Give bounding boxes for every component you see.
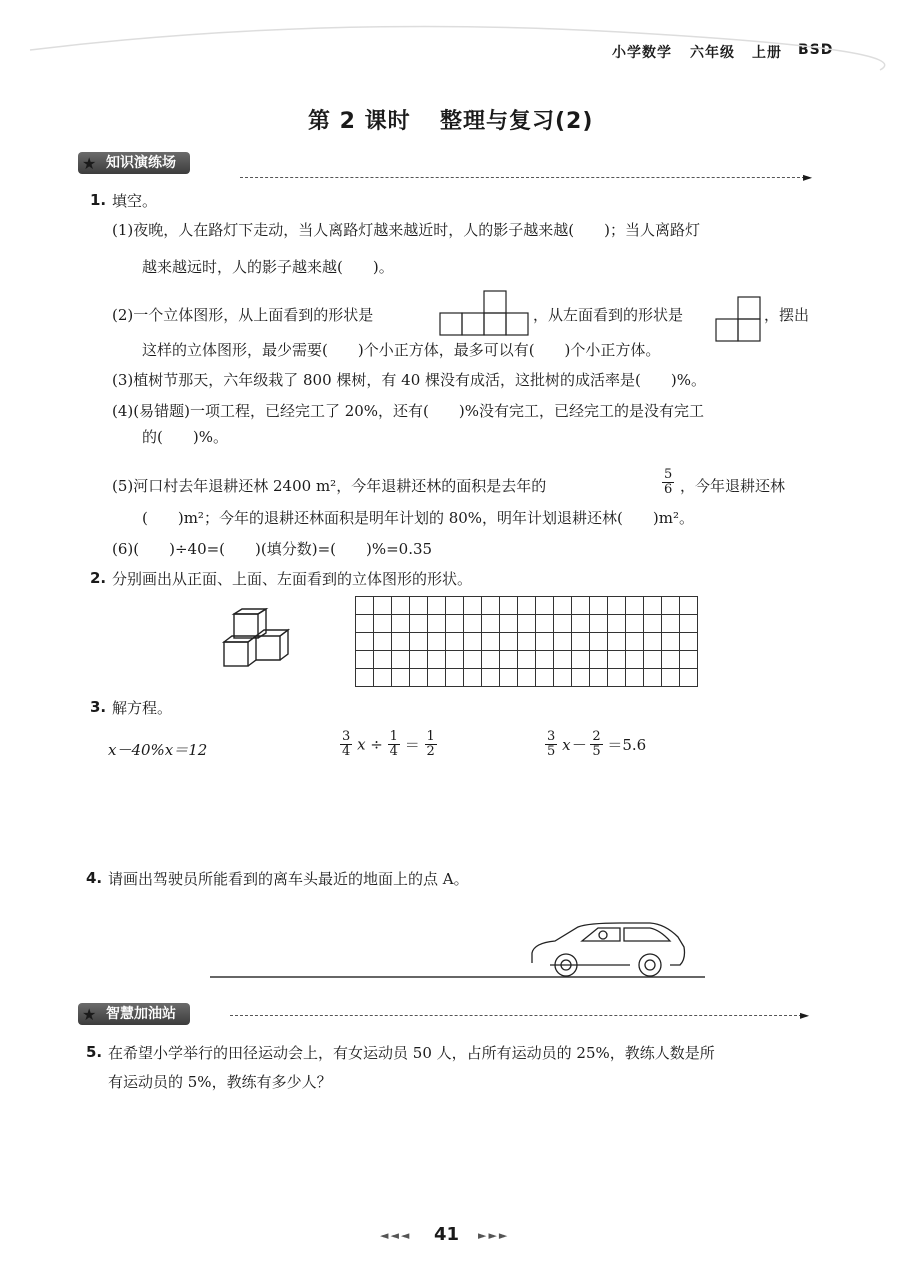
grid-cell[interactable] — [356, 651, 374, 669]
grid-cell[interactable] — [392, 651, 410, 669]
grid-cell[interactable] — [392, 615, 410, 633]
q1-part4-line2: 的( )%。 — [142, 428, 228, 446]
grid-cell[interactable] — [554, 597, 572, 615]
q1-part5-line2: ( )m²；今年的退耕还林面积是明年计划的 80%，明年计划退耕还林( )m²。 — [142, 509, 694, 527]
grid-cell[interactable] — [500, 597, 518, 615]
section-divider — [240, 177, 805, 178]
section-boost-label: 智慧加油站 — [78, 1003, 190, 1025]
eq2-b-num: 1 — [389, 729, 398, 744]
grid-cell[interactable] — [410, 651, 428, 669]
q5-number: 5. — [86, 1043, 103, 1061]
next-arrows-icon: ►►► — [478, 1229, 510, 1242]
grid-cell[interactable] — [410, 597, 428, 615]
page-number: 41 — [434, 1224, 460, 1245]
grid-cell[interactable] — [482, 669, 500, 687]
grid-cell[interactable] — [482, 651, 500, 669]
fraction-numerator: 5 — [664, 467, 673, 482]
grid-cell[interactable] — [680, 651, 698, 669]
grid-cell[interactable] — [482, 633, 500, 651]
q5-line1: 在希望小学举行的田径运动会上，有女运动员 50 人，占所有运动员的 25%，教练人数是所 — [108, 1044, 715, 1062]
grid-cell[interactable] — [572, 633, 590, 651]
runner-icon: ★ — [82, 154, 97, 173]
grid-cell[interactable] — [644, 633, 662, 651]
grid-cell[interactable] — [518, 615, 536, 633]
grid-cell[interactable] — [590, 669, 608, 687]
grid-cell[interactable] — [374, 633, 392, 651]
grid-cell[interactable] — [608, 633, 626, 651]
grid-cell[interactable] — [482, 597, 500, 615]
equation-3 — [545, 730, 646, 759]
grid-cell[interactable] — [518, 669, 536, 687]
grid-cell[interactable] — [644, 651, 662, 669]
arrow-right-icon: ► — [803, 170, 813, 184]
grid-cell[interactable] — [680, 669, 698, 687]
car-icon — [532, 923, 685, 976]
header-volume: 上册 — [752, 45, 782, 61]
grid-cell[interactable] — [590, 615, 608, 633]
grid-cell[interactable] — [572, 597, 590, 615]
grid-cell[interactable] — [518, 651, 536, 669]
q3-number: 3. — [90, 698, 107, 716]
grid-cell[interactable] — [590, 651, 608, 669]
grid-cell[interactable] — [554, 633, 572, 651]
grid-cell[interactable] — [464, 615, 482, 633]
eq2-c-num: 1 — [426, 729, 435, 744]
top-view-shape — [439, 290, 531, 336]
section-boost — [78, 1003, 190, 1025]
grid-cell[interactable] — [356, 615, 374, 633]
grid-cell[interactable] — [374, 651, 392, 669]
grid-cell[interactable] — [500, 669, 518, 687]
grid-cell[interactable] — [680, 615, 698, 633]
q1-part3: (3)植树节那天，六年级栽了 800 棵树，有 40 棵没有成活，这批树的成活率是( )%。 — [112, 371, 706, 389]
header-subject: 小学数学 — [612, 45, 672, 61]
grid-cell[interactable] — [662, 651, 680, 669]
grid-cell[interactable] — [626, 633, 644, 651]
eq2-c-den: 2 — [426, 744, 435, 759]
car-illustration — [210, 915, 710, 985]
grid-cell[interactable] — [536, 651, 554, 669]
prev-arrows-icon: ◄◄◄ — [380, 1229, 412, 1242]
grid-cell[interactable] — [608, 669, 626, 687]
grid-cell[interactable] — [428, 633, 446, 651]
grid-cell[interactable] — [626, 651, 644, 669]
section-practice — [78, 152, 190, 174]
grid-cell[interactable] — [446, 651, 464, 669]
grid-cell[interactable] — [428, 597, 446, 615]
equation-1: x－40%x＝12 — [108, 741, 208, 759]
grid-cell[interactable] — [464, 633, 482, 651]
grid-cell[interactable] — [356, 633, 374, 651]
grid-cell[interactable] — [644, 669, 662, 687]
grid-cell[interactable] — [446, 597, 464, 615]
grid-cell[interactable] — [392, 633, 410, 651]
grid-cell[interactable] — [626, 597, 644, 615]
eq2-equals: ＝ — [404, 736, 420, 754]
drawing-grid[interactable] — [355, 596, 698, 687]
runner-icon: ★ — [82, 1005, 97, 1024]
eq3-rest: ＝5.6 — [607, 736, 647, 754]
grid-cell[interactable] — [410, 633, 428, 651]
grid-cell[interactable] — [410, 669, 428, 687]
section-practice-label: 知识演练场 — [78, 152, 190, 174]
grid-cell[interactable] — [608, 597, 626, 615]
grid-cell[interactable] — [626, 615, 644, 633]
eq3-op: x－ — [562, 736, 586, 754]
q1-part2-text-c: ，摆出 — [764, 306, 810, 324]
eq2-b-den: 4 — [389, 744, 398, 759]
grid-cell[interactable] — [662, 597, 680, 615]
left-view-shape — [715, 296, 763, 342]
q1-part2-text-a: (2)一个立体图形，从上面看到的形状是 — [112, 306, 374, 324]
grid-cell[interactable] — [590, 633, 608, 651]
q1-part2-text-d: 这样的立体图形，最少需要( )个小正方体，最多可以有( )个小正方体。 — [142, 341, 661, 359]
grid-cell[interactable] — [446, 669, 464, 687]
q3-stem: 解方程。 — [112, 699, 173, 717]
q2-number: 2. — [90, 569, 107, 587]
q2-stem: 分别画出从正面、上面、左面看到的立体图形的形状。 — [112, 570, 473, 588]
grid-cell[interactable] — [500, 615, 518, 633]
grid-cell[interactable] — [536, 633, 554, 651]
q1-part6: (6)( )÷40=( )(填分数)=( )%=0.35 — [112, 540, 433, 558]
grid-cell[interactable] — [554, 669, 572, 687]
page-title: 整理与复习(2) — [440, 109, 594, 134]
grid-cell[interactable] — [680, 633, 698, 651]
grid-cell[interactable] — [464, 597, 482, 615]
arrow-right-icon: ► — [800, 1008, 810, 1022]
q1-stem: 填空。 — [112, 192, 158, 210]
grid-cell[interactable] — [392, 669, 410, 687]
header-curve — [20, 20, 890, 80]
grid-cell[interactable] — [428, 651, 446, 669]
grid-cell[interactable] — [590, 597, 608, 615]
grid-cell[interactable] — [356, 669, 374, 687]
grid-cell[interactable] — [356, 597, 374, 615]
grid-cell[interactable] — [662, 669, 680, 687]
grid-cell[interactable] — [410, 615, 428, 633]
grid-cell[interactable] — [572, 615, 590, 633]
eq3-a-num: 3 — [547, 729, 556, 744]
q1-part5-line1b: ，今年退耕还林 — [680, 477, 786, 495]
header-edition: BSD — [798, 42, 834, 58]
grid-cell[interactable] — [374, 669, 392, 687]
grid-cell[interactable] — [680, 597, 698, 615]
eq2-a-num: 3 — [342, 729, 351, 744]
grid-cell[interactable] — [662, 615, 680, 633]
grid-cell[interactable] — [428, 669, 446, 687]
grid-cell[interactable] — [644, 615, 662, 633]
grid-cell[interactable] — [482, 615, 500, 633]
grid-cell[interactable] — [662, 633, 680, 651]
q1-part4-line1: (4)(易错题)一项工程，已经完工了 20%，还有( )%没有完工，已经完工的是没有完工 — [112, 402, 705, 420]
grid-cell[interactable] — [446, 615, 464, 633]
grid-cell[interactable] — [374, 615, 392, 633]
grid-cell[interactable] — [500, 651, 518, 669]
grid-cell[interactable] — [464, 651, 482, 669]
grid-cell[interactable] — [644, 597, 662, 615]
q4-number: 4. — [86, 869, 103, 887]
grid-cell[interactable] — [536, 669, 554, 687]
grid-cell[interactable] — [554, 651, 572, 669]
grid-cell[interactable] — [374, 597, 392, 615]
q1-part5-fraction — [662, 468, 674, 497]
grid-cell[interactable] — [392, 597, 410, 615]
grid-cell[interactable] — [536, 597, 554, 615]
q1-part1-line2: 越来越远时，人的影子越来越( )。 — [142, 258, 394, 276]
q1-part1-line1: (1)夜晚，人在路灯下走动，当人离路灯越来越近时，人的影子越来越( )；当人离路灯 — [112, 221, 700, 239]
eq3-a-den: 5 — [547, 744, 556, 759]
grid-cell[interactable] — [446, 633, 464, 651]
grid-cell[interactable] — [608, 651, 626, 669]
section-divider — [230, 1015, 802, 1016]
cube-solid-figure — [222, 608, 292, 670]
q4-stem: 请画出驾驶员所能看到的离车头最近的地面上的点 A。 — [108, 870, 469, 888]
equation-2 — [340, 730, 437, 759]
grid-cell[interactable] — [572, 651, 590, 669]
grid-cell[interactable] — [518, 597, 536, 615]
q5-line2: 有运动员的 5%，教练有多少人？ — [108, 1073, 332, 1091]
q1-number: 1. — [90, 191, 107, 209]
eq2-a-den: 4 — [342, 744, 351, 759]
header-grade: 六年级 — [690, 45, 735, 61]
lesson-number: 第 2 课时 — [308, 109, 411, 134]
q1-part5-line1: (5)河口村去年退耕还林 2400 m²，今年退耕还林的面积是去年的 — [112, 477, 547, 495]
eq3-b-num: 2 — [592, 729, 601, 744]
grid-cell[interactable] — [608, 615, 626, 633]
grid-cell[interactable] — [428, 615, 446, 633]
grid-cell[interactable] — [500, 633, 518, 651]
grid-cell[interactable] — [464, 669, 482, 687]
fraction-denominator: 6 — [664, 482, 673, 497]
grid-cell[interactable] — [572, 669, 590, 687]
eq3-b-den: 5 — [592, 744, 601, 759]
eq2-op: x ÷ — [357, 735, 383, 754]
grid-cell[interactable] — [536, 615, 554, 633]
grid-cell[interactable] — [626, 669, 644, 687]
grid-cell[interactable] — [554, 615, 572, 633]
grid-cell[interactable] — [518, 633, 536, 651]
q1-part2-text-b: ，从左面看到的形状是 — [533, 306, 684, 324]
